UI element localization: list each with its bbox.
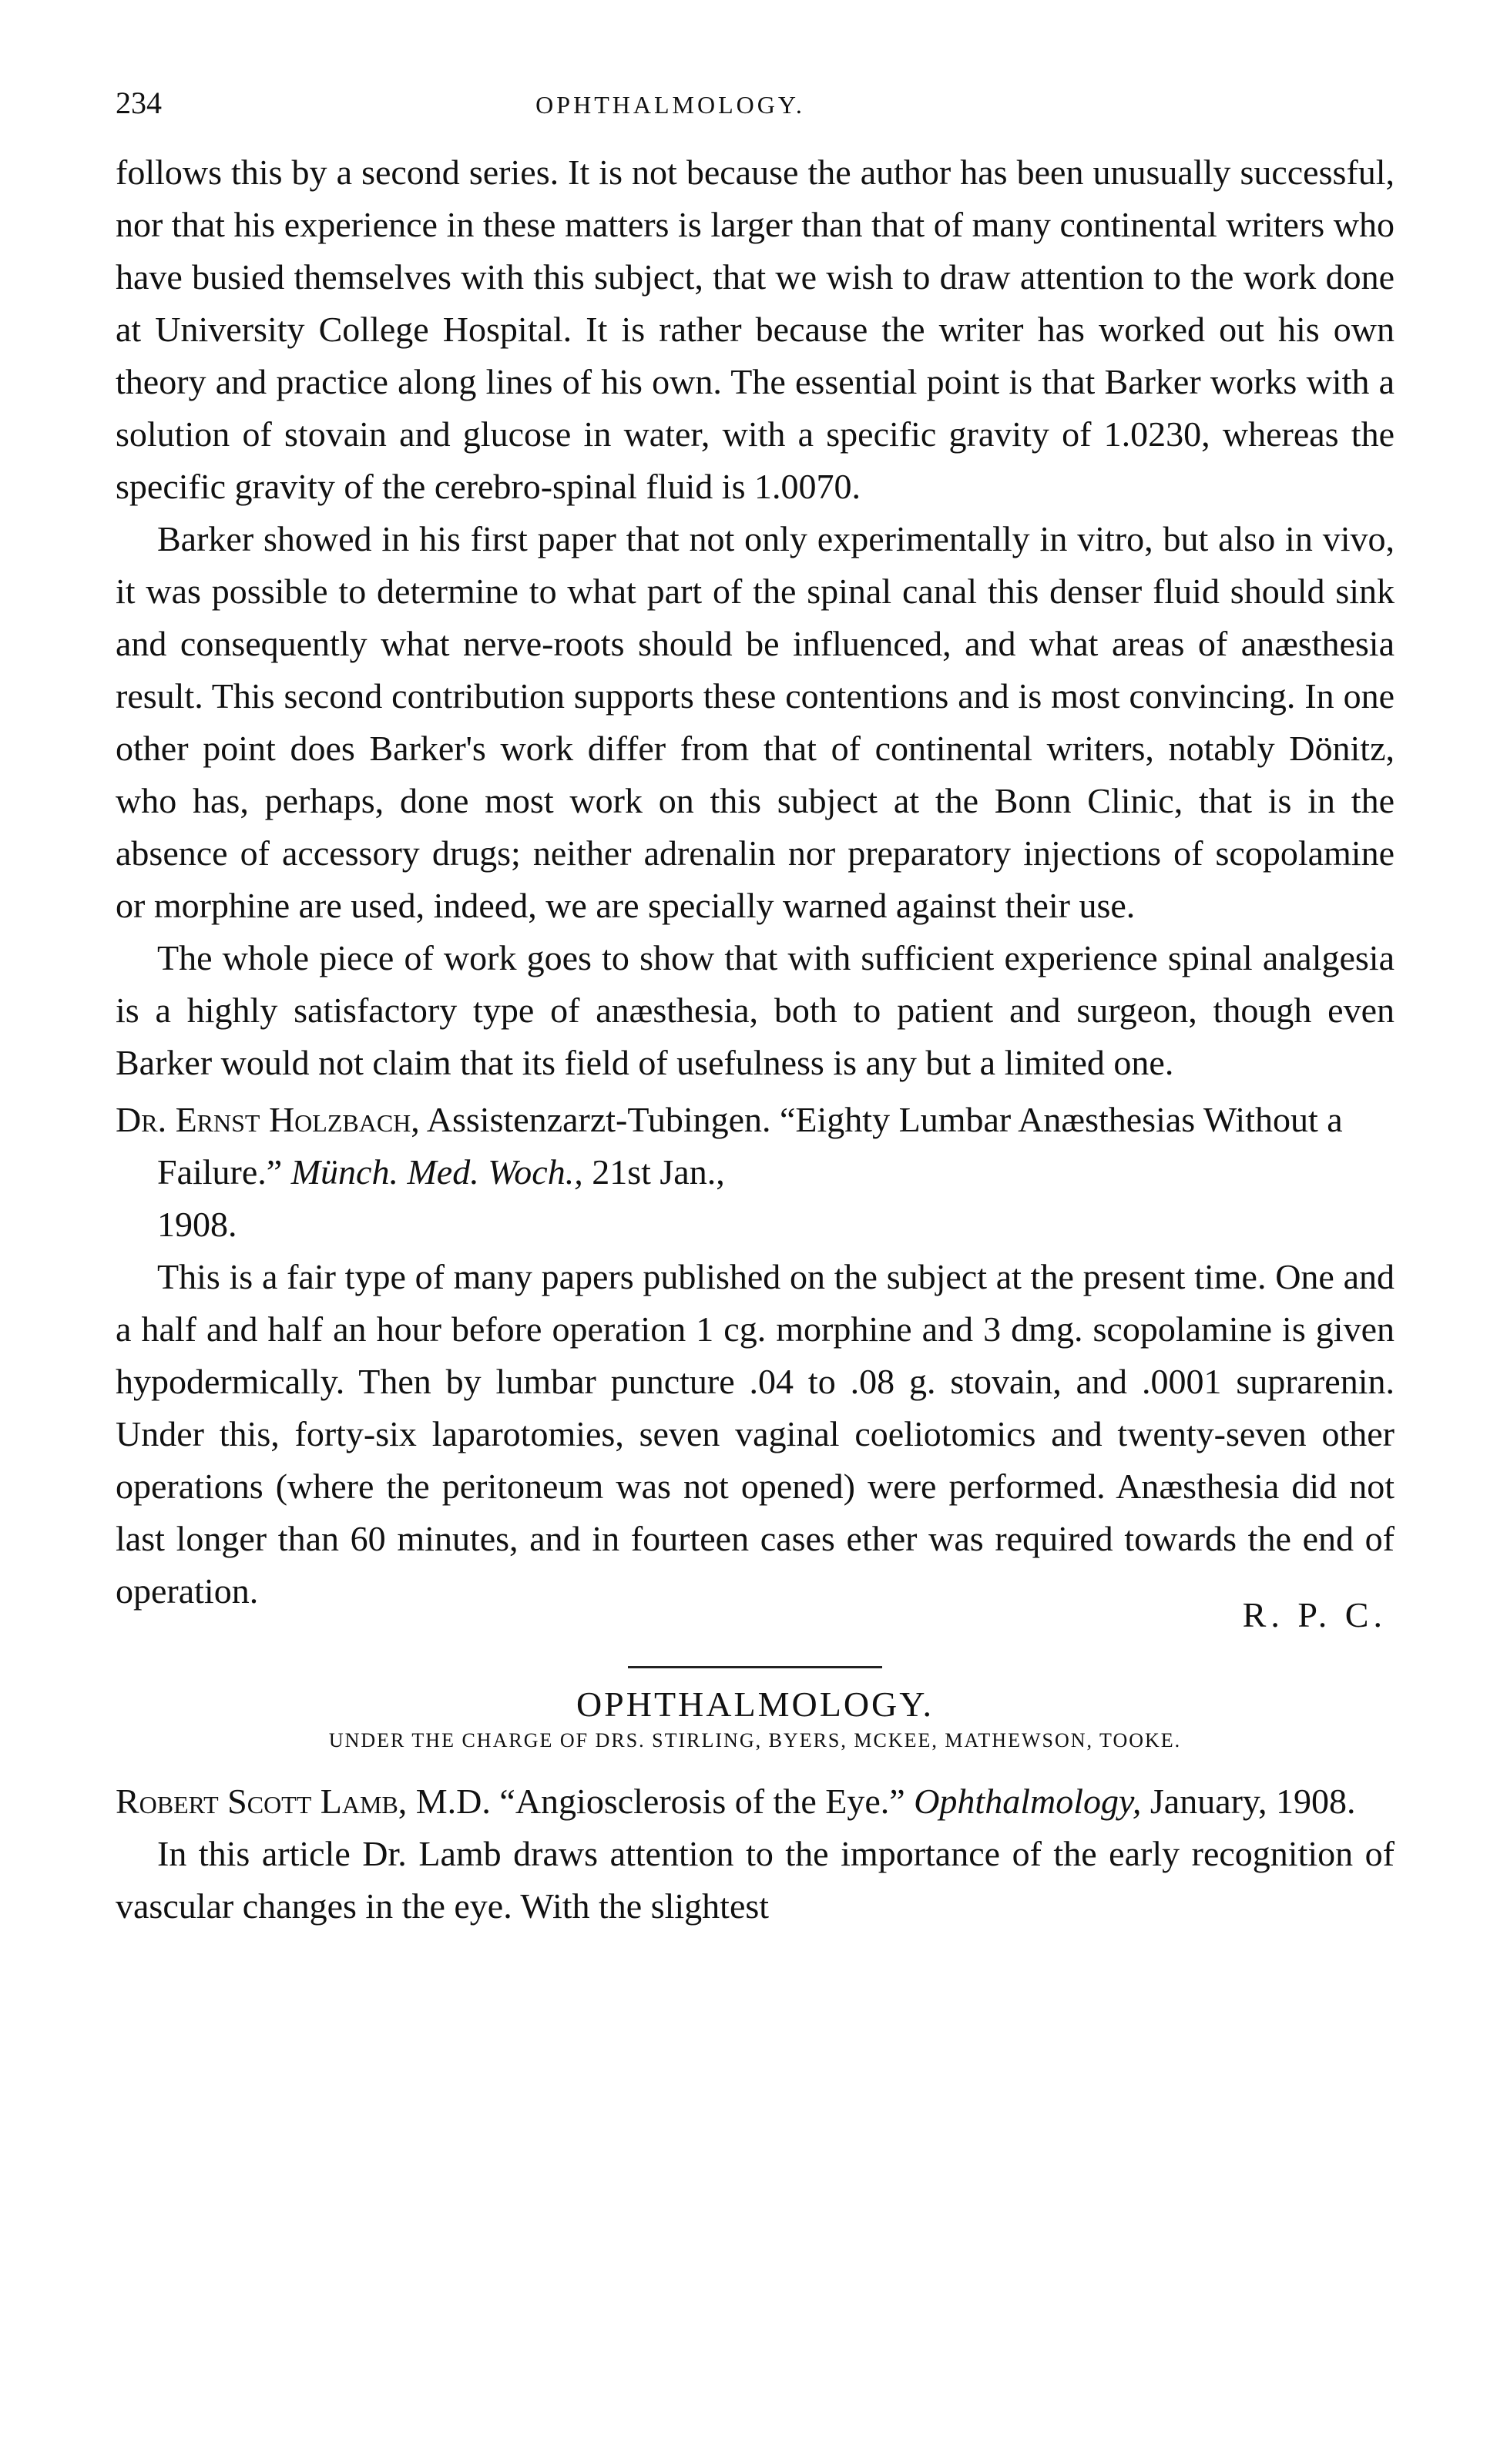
- ref1-title: “Eighty Lumbar Anæsthesias Without a Failure.”: [157, 1100, 1343, 1192]
- page-number: 234: [116, 85, 162, 120]
- page: [116, 85, 1395, 1933]
- running-title: OPHTHALMOLOGY.: [535, 91, 805, 119]
- ref2-date: January, 1908.: [1150, 1782, 1356, 1821]
- running-head: [116, 85, 1395, 146]
- paragraph-1: follows this by a second series. It is not because the author has been unusually successful, nor that his experience in these matters is larger than that of many continental writers who have busied themselves with this subject, that we wish to draw attention to the work done at University College Hospital. It is rather because the writer has worked out his own theory and practice along lines of his own. The essential point is that Barker works with a solution of stovain and glucose in water, with a specific gravity of 1.0230, whereas the specific gravity of the cerebro-spinal fluid is 1.0070.: [116, 153, 1395, 506]
- paragraph-4: This is a fair type of many papers published on the subject at the present time. One and a half and half an hour before operation 1 cg. morphine and 3 dmg. scopolamine is given hypodermically. Then by lumbar puncture .04 to .08 g. stovain, and .0001 suprarenin. Under this, forty-six laparotomies, seven vaginal coeliotomics and twenty-seven other operations (where the peritoneum was not opened) were performed. Anæsthesia did not last longer than 60 minutes, and in fourteen cases ether was required towards the end of operation.: [116, 1257, 1395, 1611]
- ref2-title: “Angiosclerosis of the Eye.”: [499, 1782, 905, 1821]
- reference-holzbach: [116, 1094, 1395, 1198]
- paragraph-5: In this article Dr. Lamb draws attention to the importance of the early recognition of vascular changes in the eye. With the slightest: [116, 1834, 1395, 1926]
- ref2-author: Robert Scott Lamb, M.D.: [116, 1782, 491, 1821]
- signature: R. P. C.: [1242, 1595, 1387, 1634]
- ref1-journal: Münch. Med. Woch.,: [290, 1152, 583, 1192]
- ref1-date: 21st Jan.,: [592, 1152, 725, 1192]
- section-title: OPHTHALMOLOGY.: [576, 1685, 935, 1724]
- ref1-year: 1908.: [157, 1205, 237, 1244]
- paragraph-2: Barker showed in his first paper that not only experimentally in vitro, but also in vivo, it was possible to determine to what part of the spinal canal this denser fluid should sink and consequently what nerve-roots should be influenced, and what areas of anæsthesia result. This second contribution supports these contentions and is most convincing. In one other point does Barker's work differ from that of continental writers, notably Dönitz, who has, perhaps, done most work on this subject at the Bonn Clinic, that is in the absence of accessory drugs; neither adrenalin nor preparatory injections of scopolamine or morphine are used, indeed, we are specially warned against their use.: [116, 519, 1395, 925]
- section-subtitle: UNDER THE CHARGE OF DRS. STIRLING, BYERS, MCKEE, MATHEWSON, TOOKE.: [328, 1729, 1182, 1752]
- ref2-journal: Ophthalmology,: [914, 1782, 1142, 1821]
- ref1-affiliation: Assistenzarzt-Tubingen.: [426, 1100, 771, 1139]
- paragraph-3: The whole piece of work goes to show that with sufficient experience spinal analgesia is a highly satisfactory type of anæsthesia, both to patient and surgeon, though even Barker would not claim that its field of usefulness is any but a limited one.: [116, 938, 1395, 1082]
- reference-lamb: [116, 1775, 1395, 1828]
- ref1-author: Dr. Ernst Holzbach,: [116, 1100, 420, 1139]
- section-divider: [628, 1666, 882, 1668]
